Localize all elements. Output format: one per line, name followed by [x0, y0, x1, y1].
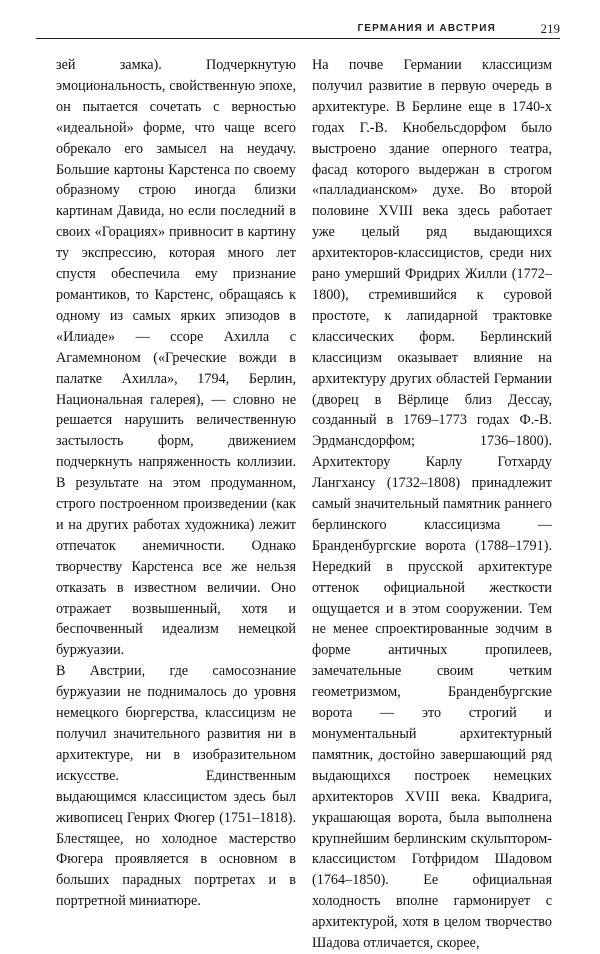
right-text-column: [312, 55, 552, 954]
left-paragraph-2: В Австрии, где самосознание буржуазии не поднималось до уровня немецкого бюргерства, классицизм не получил значительного развития ни в архитектуре, ни в изобразительном искусстве. Единственным выдающимся классицистом здесь был живописец Генрих Фюгер (1751–1818). Блестящее, но холодное мастерство Фюгера проявляется в основном в больших парадных портретах и в портретной миниатюре.: [56, 663, 296, 910]
left-paragraph-1: зей замка). Подчеркнутую эмоциональность, свойственную эпохе, он пытается сочетать с верностью «идеальной» форме, что чаще всего обрекало его замысел на неудачу. Большие картоны Карстенса по своему образному строю иногда близки картинам Давида, но если последний в своих «Горациях» привносит в картину ту экспрессию, которая много лет спустя обеспечила ему признание романтиков, то Карстенс, обращаясь к одному из самых ярких эпизодов в «Илиаде» — ссоре Ахилла с Агамемноном («Греческие вожди в палатке Ахилла», 1794, Берлин, Национальная галерея), — словно не решается нарушить величественную застылость форм, движением подчеркнуть напряженность коллизии. В результате на этом продуманном, строго построенном произведении (как и на других работах художника) лежит отпечаток анемичности. Однако творчеству Карстенса все же нельзя отказать в известном величии. Оно отражает возвышенный, хотя и беспочвенный идеализм немецкой буржуазии.: [56, 57, 296, 659]
page-number: 219: [540, 21, 560, 36]
running-header-title: ГЕРМАНИЯ И АВСТРИЯ: [357, 23, 496, 34]
column-gutter: [303, 55, 304, 790]
left-text-column: [56, 55, 296, 912]
right-paragraph-1: На почве Германии классицизм получил развитие в первую очередь в архитектуре. В Берлине еще в 1740-х годах Г.-В. Кнобельсдорфом было выстроено здание оперного театра, фасад которого выдержан в строгом «палладианском» духе. Во второй половине XVIII века здесь работает уже целый ряд выдающихся архитекторов-классицистов, среди них рано умерший Фридрих Жилли (1772–1800), стремившийся к суровой простоте, к лапидарной трактовке классических форм. Берлинский классицизм оказывает влияние на архитектуру других областей Германии (дворец в Вёрлице близ Дессау, созданный в 1769–1773 годах Ф.-В. Эрдмансдорфом; 1736–1800). Архитектору Карлу Готхарду Лангхансу (1732–1808) принадлежит самый значительный памятник раннего берлинского классицизма — Бранденбургские ворота (1788–1791). Нередкий в прусской архитектуре оттенок официальной жесткости ощущается и в этом сооружении. Тем не менее спроектированные зодчим в форме античных пропилеев, замечательные своим четким геометризмом, Бранденбургские ворота — это строгий и монументальный архитектурный памятник, достойно завершающий ряд выдающихся построек немецких архитекторов XVIII века. Квадрига, украшающая ворота, была выполнена крупнейшим берлинским скульптором-классицистом Готфридом Шадовом (1764–1850). Ее официальная холодность вполне гармонирует с архитектурой, хотя в целом творчество Шадова отличается, скорее,: [312, 57, 552, 952]
running-header: [36, 22, 560, 39]
